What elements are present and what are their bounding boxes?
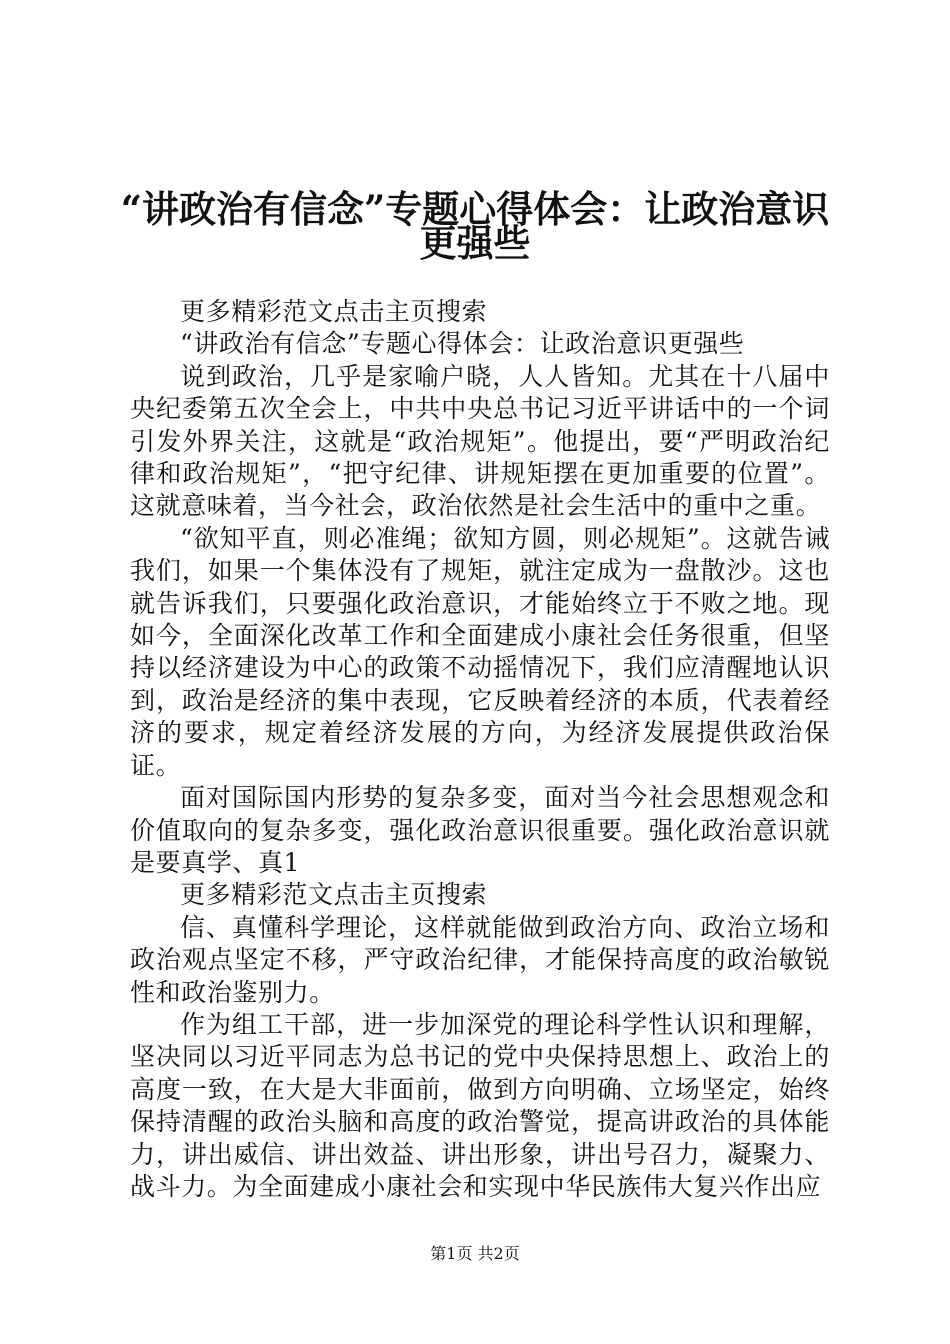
document-title-line-2: 更强些 (419, 221, 531, 265)
body-paragraph: 说到政治，几乎是家喻户晓，人人皆知。尤其在十八届中央纪委第五次全会上，中共中央总书记习近平讲话中的一个词引发外界关注，这就是“政治规矩”。他提出，要“严明政治纪律和政治规矩”，“把守纪律、讲规矩摆在更加重要的位置”。这就意味着，当今社会，政治依然是社会生活中的重中之重。 (130, 361, 830, 521)
promo-line: 更多精彩范文点击主页搜索 (180, 297, 488, 326)
promo-line: 更多精彩范文点击主页搜索 (180, 880, 488, 910)
body-paragraph: “欲知平直，则必准绳；欲知方圆，则必规矩”。这就告诫我们，如果一个集体没有了规矩，就注定成为一盘散沙。这也就告诉我们，只要强化政治意识，才能始终立于不败之地。现如今，全面深化改革工作和全面建成小康社会任务很重，但坚持以经济建设为中心的政策不动摇情况下，我们应清醒地认识到，政治是经济的集中表现，它反映着经济的本质，代表着经济的要求，规定着经济发展的方向，为经济发展提供政治保证。 (130, 523, 830, 780)
document-body (130, 296, 830, 1203)
body-paragraph: 信、真懂科学理论，这样就能做到政治方向、政治立场和政治观点坚定不移，严守政治纪律，才能保持高度的政治敏锐性和政治鉴别力。 (130, 912, 830, 1007)
document-title-line-1: “讲政治有信念”专题心得体会：让政治意识 (120, 187, 830, 231)
subtitle-line: “讲政治有信念”专题心得体会：让政治意识更强些 (180, 329, 745, 359)
page-footer: 第1页 共2页 (430, 1244, 520, 1263)
body-paragraph: 作为组工干部，进一步加深党的理论科学性认识和理解，坚决同以习近平同志为总书记的党中央保持思想上、政治上的高度一致，在大是大非面前，做到方向明确、立场坚定，始终保持清醒的政治头脑和高度的政治警觉，提高讲政治的具体能力，讲出威信、讲出效益、讲出形象，讲出号召力，凝聚力、战斗力。为全面建成小康社会和实现中华民族伟大复兴作出应 (130, 1009, 830, 1201)
body-paragraph: 面对国际国内形势的复杂多变，面对当今社会思想观念和价值取向的复杂多变，强化政治意识很重要。强化政治意识就是要真学、真1 (130, 783, 830, 877)
